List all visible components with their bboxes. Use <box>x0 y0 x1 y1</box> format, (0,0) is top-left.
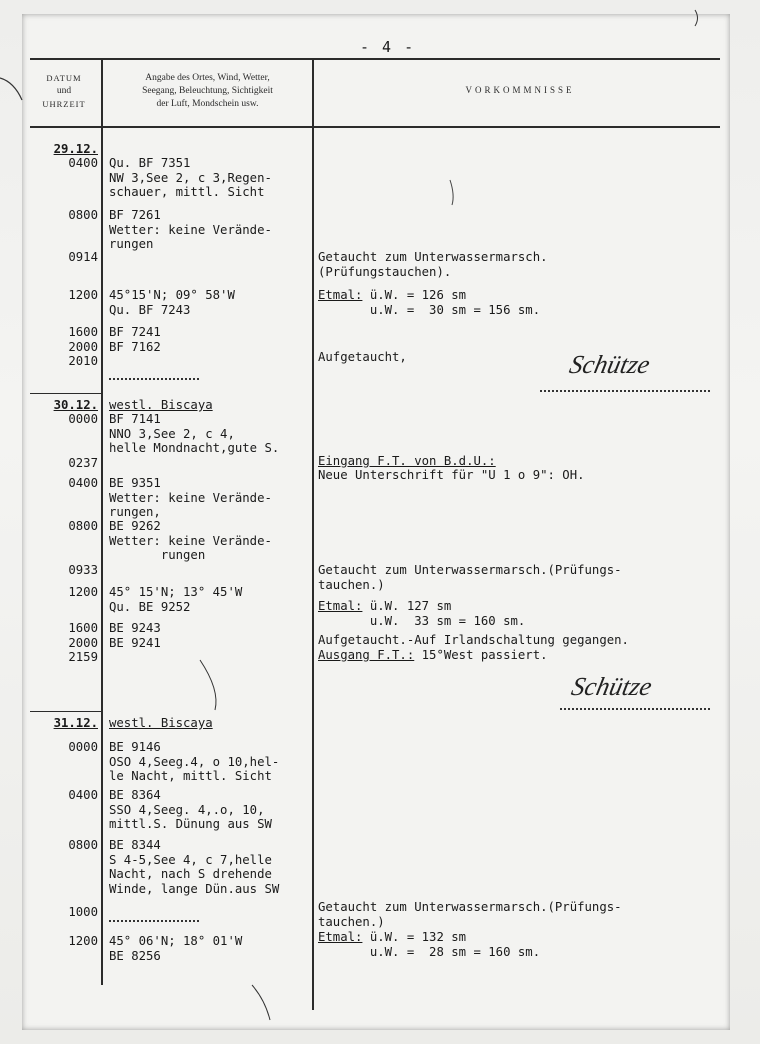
time-0400: 0400 <box>68 476 98 490</box>
time-0400: 0400 <box>68 788 98 802</box>
event-etmal: Etmal: ü.W. = 132 sm u.W. = 28 sm = 160 sm. <box>318 930 541 959</box>
time-0914: 0914 <box>68 250 98 264</box>
place-entry: 45° 06'N; 18° 01'W BE 8256 <box>109 934 243 963</box>
place-entry: Qu. BF 7351 NW 3,See 2, c 3,Regen- schauer, mittl. Sicht <box>109 156 272 200</box>
date-30-12: 30.12. <box>53 398 98 412</box>
place-entry: 45°15'N; 09° 58'W Qu. BF 7243 <box>109 288 235 317</box>
event-entry: Getaucht zum Unterwassermarsch.(Prüfungs- tauchen.) <box>318 900 622 929</box>
date-31-12: 31.12. <box>53 716 98 730</box>
dotted-line <box>109 378 199 380</box>
place-entry: BE 9243 BE 9241 <box>109 621 161 650</box>
dotted-line <box>540 390 710 392</box>
place-entry: BE 8344 S 4-5,See 4, c 7,helle Nacht, nach S drehende Winde, lange Dün.aus SW <box>109 838 280 896</box>
entry-divider <box>30 393 102 394</box>
event-entry: Neue Unterschrift für "U 1 o 9": OH. <box>318 468 585 482</box>
header-bottom-rule <box>30 126 720 128</box>
dotted-line <box>560 708 710 710</box>
event-entry: Aufgetaucht.-Auf Irlandschaltung gegangen. <box>318 633 629 647</box>
place-entry: BF 7261 Wetter: keine Verände- rungen <box>109 208 272 252</box>
time-0800: 0800 <box>68 208 98 222</box>
time-0237: 0237 <box>68 456 98 470</box>
header-events-column: VORKOMMNISSE <box>465 85 575 95</box>
time-1600-2000-2010: 1600 2000 2010 <box>68 325 98 369</box>
event-entry: Ausgang F.T.: 15°West passiert. <box>318 648 548 662</box>
date-29-12: 29.12. <box>53 142 98 156</box>
event-entry: Getaucht zum Unterwassermarsch. (Prüfungstauchen). <box>318 250 548 279</box>
time-1200: 1200 <box>68 934 98 948</box>
time-0000: 0000 <box>68 412 98 426</box>
time-1000: 1000 <box>68 905 98 919</box>
place-entry: BE 9146 OSO 4,Seeg.4, o 10,hel- le Nacht, mittl. Sicht <box>109 740 280 784</box>
place-entry: 45° 15'N; 13° 45'W Qu. BE 9252 <box>109 585 243 614</box>
event-etmal: Etmal: ü.W. = 126 sm u.W. = 30 sm = 156 sm. <box>318 288 541 317</box>
time-1200: 1200 <box>68 288 98 302</box>
event-entry: Eingang F.T. von B.d.U.: <box>318 454 496 468</box>
signature: Schütze <box>569 672 655 701</box>
time-0800: 0800 <box>68 519 98 533</box>
place-entry: BF 7241 BF 7162 <box>109 325 161 354</box>
event-entry: Getaucht zum Unterwassermarsch.(Prüfungs- tauchen.) <box>318 563 622 592</box>
time-0400: 0400 <box>68 156 98 170</box>
page-number: - 4 - <box>360 38 416 56</box>
entry-divider <box>30 711 102 712</box>
place-entry: BE 8364 SSO 4,Seeg. 4,.o, 10, mittl.S. Dünung aus SW <box>109 788 272 832</box>
place-entry: BE 9351 Wetter: keine Verände- rungen, <box>109 476 272 520</box>
time-0000: 0000 <box>68 740 98 754</box>
header-date-column: DATUM und UHRZEIT <box>42 73 86 109</box>
event-entry: Aufgetaucht, <box>318 350 407 364</box>
dotted-line <box>109 920 199 922</box>
location-heading: westl. Biscaya <box>109 716 213 730</box>
event-etmal: Etmal: ü.W. 127 sm u.W. 33 sm = 160 sm. <box>318 599 526 628</box>
place-entry: BF 7141 NNO 3,See 2, c 4, helle Mondnacht,gute S. <box>109 412 280 456</box>
place-entry: BE 9262 Wetter: keine Verände- rungen <box>109 519 272 563</box>
header-place-column: Angabe des Ortes, Wind, Wetter, Seegang, Beleuchtung, Sichtigkeit der Luft, Mondschein usw. <box>142 73 273 109</box>
location-heading: westl. Biscaya <box>109 398 213 412</box>
time-0800: 0800 <box>68 838 98 852</box>
header-top-rule <box>30 58 720 60</box>
time-0933: 0933 <box>68 563 98 577</box>
column-divider-1 <box>101 60 103 985</box>
time-1600-2000-2159: 1600 2000 2159 <box>68 621 98 665</box>
signature: Schütze <box>567 350 653 379</box>
time-1200: 1200 <box>68 585 98 599</box>
